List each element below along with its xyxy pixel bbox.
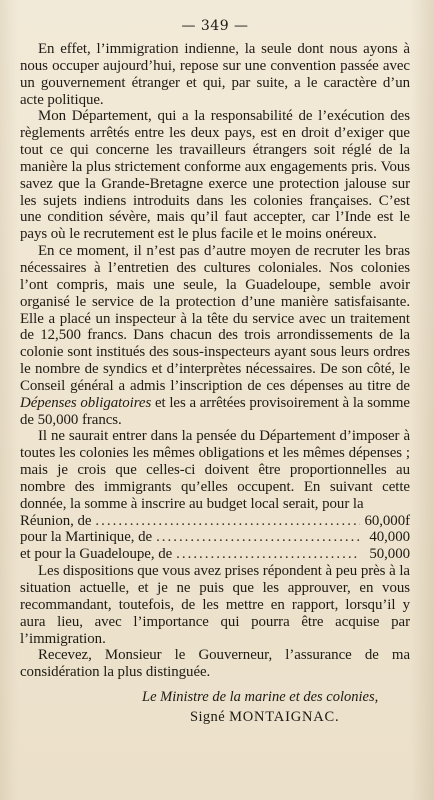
dot-leader: [95, 513, 360, 530]
paragraph-departement: Mon Département, qui a la responsabilité de l’exécution des règlements arrêtés entre les deux pays, est en droit d’exiger que tout ce qui concerne les travailleurs étrangers soit réglé de la manière la plus strictement conforme aux engagements pris. Vous savez que la Grande-Bretagne exerce une protection jalouse sur les sujets indiens introduits dans les colonies françaises. C’est une condition sévère, mais qu’il faut accepter, car l’Inde est le pays où le recrutement est le plus facile et le moins onéreux.: [20, 108, 410, 243]
italic-term: Dépenses obligatoires: [20, 394, 152, 411]
signature-block: [20, 687, 410, 727]
paragraph-recrutement-text: En ce moment, il n’est pas d’autre moyen de recruter les bras nécessaires à l’entretien des cultures coloniales. Nos colonies l’ont compris, mais une seule, la Guadeloupe, semble avoir organisé le service de la protection d’une manière satisfaisante. Elle a placé un inspecteur à la tête du service avec un traitement de 12,500 francs. Dans chacun des trois arrondissements de la colonie sont institués des sous-inspecteurs ayant sous leurs ordres le nombre de syndics et d’interprètes nécessaires. De son côté, le Conseil général a admis l’inscription de ces dépenses au titre de Dépenses obligatoires et les a arrêtées provisoirement à la somme de 50,000 francs.: [20, 243, 410, 428]
signature-line: [20, 707, 410, 727]
paragraph-dispositions: Les dispositions que vous avez prises répondent à peu près à la situation actuelle, et je ne puis que les approuver, en vous recommandant, toutefois, de les mettre en rapport, lorsqu’il y aura lieu, avec l’importance qui pourra être acquise par l’immigration.: [20, 563, 410, 647]
dot-leader: [176, 546, 360, 563]
budget-amount: 60,000f: [364, 512, 410, 529]
budget-amount: 50,000: [369, 546, 410, 563]
dot-leader: [156, 529, 360, 546]
budget-amount: 40,000: [369, 529, 410, 546]
signature-name: MONTAIGNAC.: [229, 709, 340, 726]
paragraph-recrutement: [20, 243, 410, 428]
paragraph-obligations: Il ne saurait entrer dans la pensée du Département d’imposer à toutes les colonies les mêmes obligations et les mêmes dépenses ; mais je crois que celles-ci doivent être proportionnelles au nombre des immigrants qu’elles occupent. En suivant cette donnée, la somme à inscrire au budget local serait, pour la: [20, 428, 410, 512]
paragraph-salutation: Recevez, Monsieur le Gouverneur, l’assurance de ma considération la plus distinguée.: [20, 647, 410, 681]
document-body: [20, 41, 410, 681]
budget-list: [20, 513, 410, 564]
budget-label: et pour la Guadeloupe, de: [20, 546, 173, 563]
signature-prefix: Signé: [190, 709, 226, 726]
budget-label: pour la Martinique, de: [20, 529, 153, 546]
budget-label: Réunion, de: [20, 512, 92, 529]
budget-line-martinique: [20, 529, 410, 546]
paragraph-immigration: En effet, l’immigration indienne, la seule dont nous ayons à nous occuper aujourd’hui, repose sur une convention passée avec un gouvernement étranger et qui, par suite, a le caractère d’un acte politique.: [20, 41, 410, 108]
page-number: — 349 —: [181, 18, 249, 34]
budget-line-reunion: [20, 513, 410, 530]
signature-title: Le Ministre de la marine et des colonies,: [142, 689, 379, 706]
budget-line-guadeloupe: [20, 546, 410, 563]
